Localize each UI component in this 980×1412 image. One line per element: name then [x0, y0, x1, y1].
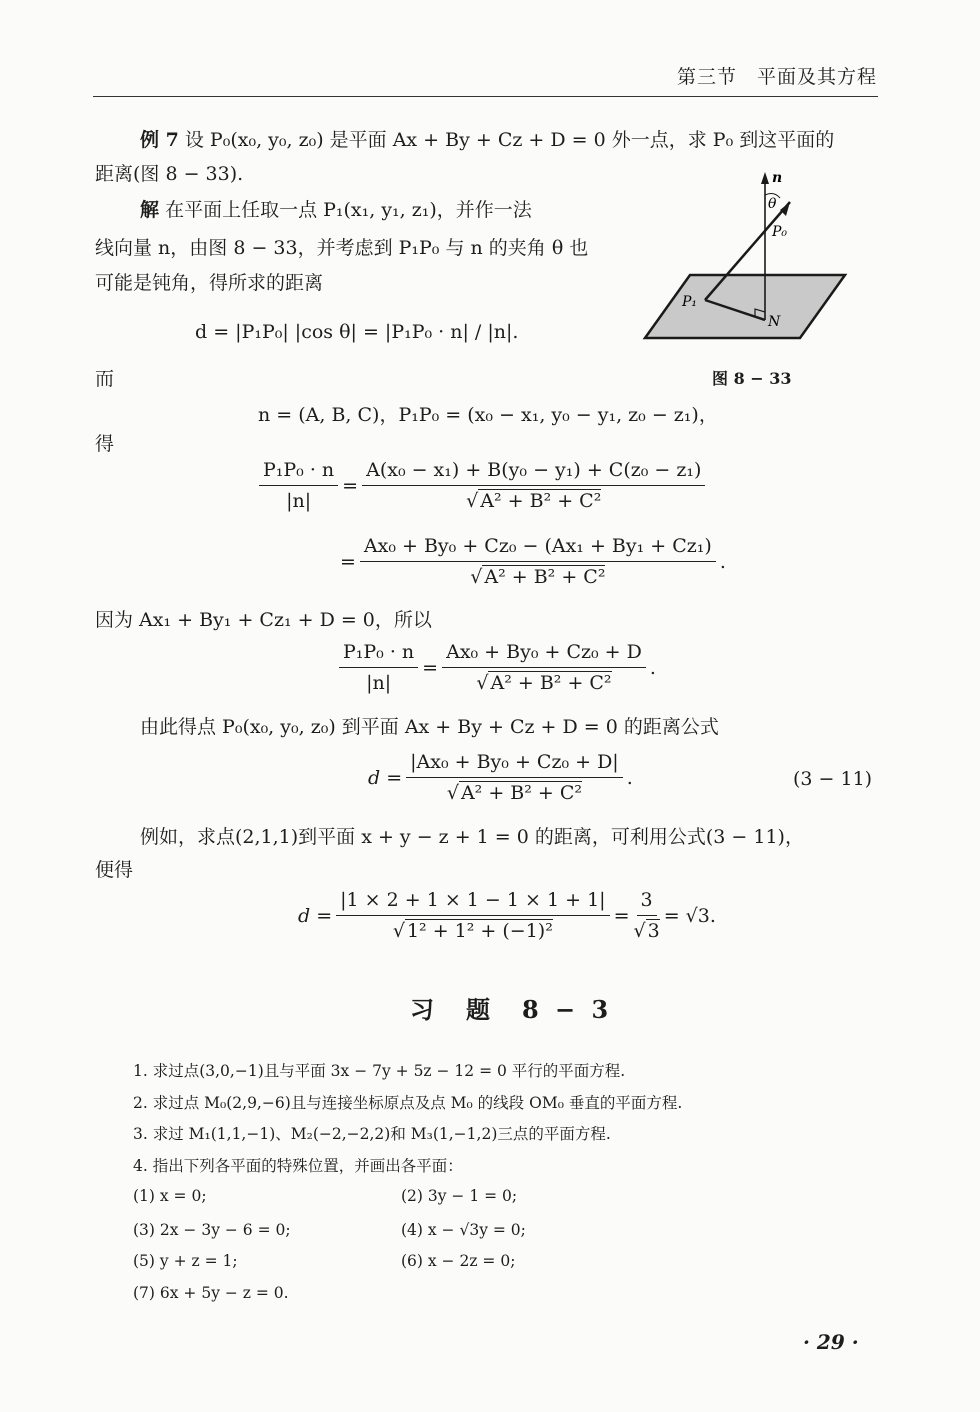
label-N: N [768, 314, 781, 330]
exercise-4-part-3: (3) 2x − 3y − 6 = 0; [133, 1221, 291, 1239]
solution-label: 解 [140, 199, 160, 221]
result-row: $\frac{\text{P₁P₀ · n}}{|n|}$ = $\frac{\text{Ax₀ + By₀ + Cz₀ + D}}{\text{√ A² + B² + C²}}$ . [335, 640, 656, 695]
example7-line1 [140, 128, 834, 152]
equation-number: (3 − 11) [793, 768, 873, 790]
plane-diagram [640, 170, 850, 345]
result-lhs: $\frac{\text{P₁P₀ · n}}{|n|}$ [339, 640, 418, 695]
label-p0: P₀ [772, 224, 788, 240]
rhs1-numerator: A(x₀ − x₁) + B(y₀ − y₁) + C(z₀ − z₁) [362, 458, 705, 486]
example-fraction: $\frac{|1 \times 2 + 1 \times 1 - 1 \times 1 + 1|}{\text{√ 1² + 1² + (−1)²}}$ [336, 888, 609, 943]
exercises-title: 习 题 8 − 3 [410, 995, 613, 1024]
exercise-1: 1. 求过点(3,0,−1)且与平面 3x − 7y + 5z − 12 = 0 平行的平面方程. [133, 1062, 626, 1080]
example-line2: 便得 [95, 859, 134, 881]
exercise-2: 2. 求过点 M₀(2,9,−6)且与连接坐标原点及点 M₀ 的线段 OM₀ 垂直的平面方程. [133, 1094, 683, 1112]
rhs2-numerator: Ax₀ + By₀ + Cz₀ − (Ax₁ + By₁ + Cz₁) [360, 534, 716, 562]
because-line: 因为 Ax₁ + By₁ + Cz₁ + D = 0，所以 [95, 609, 432, 631]
exercise-4: 4. 指出下列各平面的特殊位置，并画出各平面： [133, 1157, 463, 1175]
derivation-row1: $\frac{\text{P₁P₀ · n}}{|n|}$ = $\frac{\text{A(x₀ − x₁) + B(y₀ − y₁) + C(z₀ − z₁)}}{\text{√ A² + B² + C²}}$ [255, 458, 709, 513]
exercise-3: 3. 求过 M₁(1,1,−1)、M₂(−2,−2,2)和 M₃(1,−1,2)三点的平面方程. [133, 1125, 611, 1143]
rhs-fraction-1 [362, 458, 705, 513]
solution-text1: 在平面上任取一点 P₁(x₁, y₁, z₁)，并作一法 [165, 199, 532, 221]
exercise-4-part-7: (7) 6x + 5y − z = 0. [133, 1284, 289, 1302]
exercise-4-part-1: (1) x = 0; [133, 1187, 207, 1205]
exercise-4-part-2: (2) 3y − 1 = 0; [401, 1187, 518, 1205]
conclusion-line: 由此得点 P₀(x₀, y₀, z₀) 到平面 Ax + By + Cz + D = 0 的距离公式 [140, 716, 719, 738]
label-theta: θ [768, 196, 777, 212]
lhs-numerator: P₁P₀ · n [259, 458, 338, 486]
rhs-fraction-2 [360, 534, 716, 589]
figure-caption: 图 8 − 33 [712, 369, 792, 388]
rhs2-denominator: √ A² + B² + C² [470, 566, 606, 588]
distance-formula: d = $\frac{\text{|Ax₀ + By₀ + Cz₀ + D|}}{\text{√ A² + B² + C²}}$ . [368, 751, 633, 804]
example7-text: 设 P₀(x₀, y₀, z₀) 是平面 Ax + By + Cz + D = 0 外一点，求 P₀ 到这平面的 [184, 129, 835, 151]
plane-shape [645, 275, 845, 338]
solution-line3: 可能是钝角，得所求的距离 [95, 272, 324, 294]
result-rhs: $\frac{\text{Ax₀ + By₀ + Cz₀ + D}}{\text{√ A² + B² + C²}}$ [442, 640, 646, 695]
example-line1: 例如，求点(2,1,1)到平面 x + y − z + 1 = 0 的距离，可利用公式(3 − 11)， [140, 826, 804, 848]
derivation-row2: = $\frac{\text{Ax₀ + By₀ + Cz₀ − (Ax₁ + By₁ + Cz₁)}}{\text{√ A² + B² + C²}}$ . [340, 535, 726, 588]
vector-components: n = (A, B, C)，P₁P₀ = (x₀ − x₁, y₀ − y₁, z₀ − z₁)， [258, 404, 718, 426]
example-simplified: $\frac{3}{√ 3}$ [633, 889, 660, 942]
header-rule [93, 96, 878, 97]
lhs-fraction [259, 458, 338, 513]
running-header: 第三节 平面及其方程 [676, 66, 877, 88]
figure-8-33 [640, 170, 850, 349]
exercise-4-part-6: (6) x − 2z = 0; [401, 1252, 516, 1270]
solution-line1 [140, 198, 532, 222]
exercise-4-part-4: (4) x − √3y = 0; [401, 1221, 526, 1239]
example7-label: 例 7 [140, 129, 179, 151]
lhs-denominator: |n| [286, 490, 312, 512]
example7-line2: 距离(图 8 − 33). [95, 163, 244, 185]
page-number: · 29 · [803, 1330, 859, 1354]
distance-expression: d = |P₁P₀| |cos θ| = |P₁P₀ · n| / |n|. [195, 321, 519, 343]
exercise-4-part-5: (5) y + z = 1; [133, 1252, 238, 1270]
label-p1: P₁ [682, 294, 698, 310]
solution-line2: 线向量 n，由图 8 − 33，并考虑到 P₁P₀ 与 n 的夹角 θ 也 [95, 237, 589, 259]
example-calculation: d = $\frac{|1 \times 2 + 1 \times 1 - 1 \times 1 + 1|}{\text{√ 1² + 1² + (−1)²}}$ = $\frac{3}{√ 3}$ = √3. [298, 889, 716, 942]
p1-p0-arrowhead [780, 202, 790, 216]
rhs1-denominator: √ A² + B² + C² [466, 490, 602, 512]
word-er: 而 [95, 368, 115, 390]
normal-arrowhead [761, 172, 769, 184]
label-n: n [772, 170, 783, 186]
distance-fraction: $\frac{\text{|Ax₀ + By₀ + Cz₀ + D|}}{\text{√ A² + B² + C²}}$ [406, 750, 623, 805]
word-de: 得 [95, 433, 115, 455]
